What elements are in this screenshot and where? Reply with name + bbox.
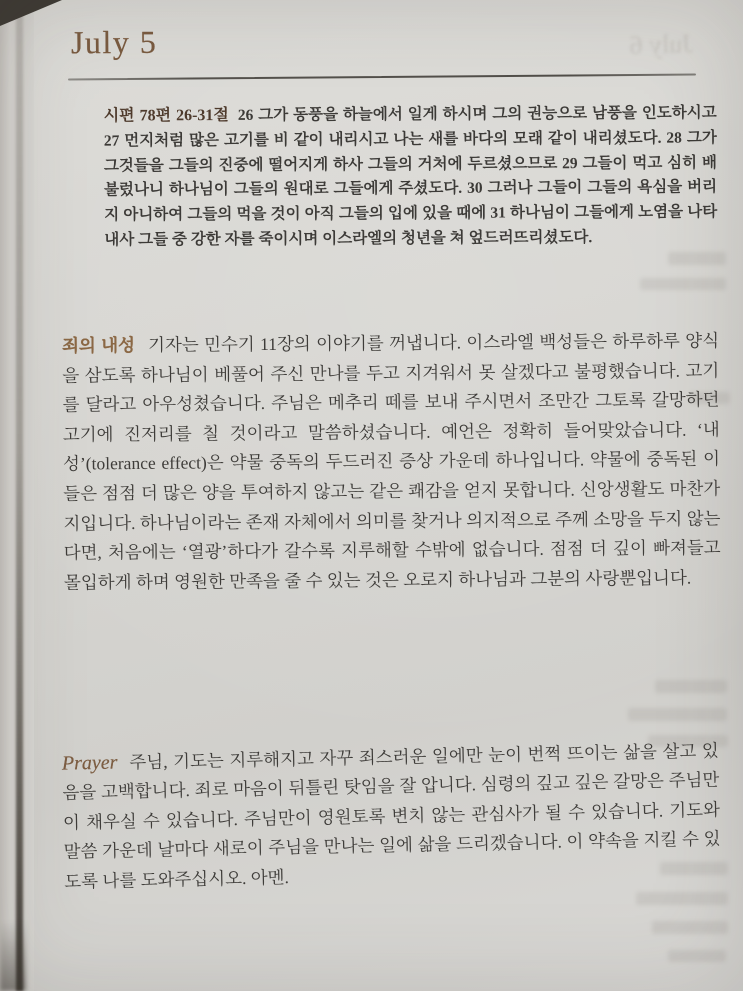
page-title-date: July 5	[70, 23, 158, 61]
prayer-text: 주님, 기도는 지루해지고 자꾸 죄스러운 일에만 눈이 번쩍 뜨이는 삶을 살고 있음을 고백합니다. 죄로 마음이 뒤틀린 탓임을 잘 압니다. 심령의 깊고 깊은 갈망은 주님만이 채우실 수 있습니다. 주님만이 영원토록 변치 않는 관심사가 될 수 있습니다. 기도와 말씀 가운데 날마다 새로이 주님을 만나는 일에 삶을 드리겠습니다. 이 약속을 지킬 수 있도록 나를 도와주십시오. 아멘.	[62, 740, 721, 892]
devotional-section-title: 죄의 내성	[61, 335, 136, 356]
ghost-text-smudge	[668, 950, 726, 962]
ghost-text-smudge	[636, 892, 728, 905]
ghost-text-smudge	[628, 708, 727, 721]
ghost-text-smudge	[640, 278, 726, 290]
ghost-text-smudge	[652, 921, 728, 934]
ghost-next-page-title: July 6	[629, 29, 693, 60]
devotional-paragraph	[62, 326, 721, 597]
page-edge-shadow	[16, 10, 23, 991]
prayer-paragraph	[62, 736, 722, 896]
ghost-text-smudge	[668, 252, 726, 265]
scripture-reference: 시편 78편 26-31절	[103, 106, 229, 125]
header-divider-rule	[68, 74, 696, 81]
prayer-label: Prayer	[61, 751, 118, 775]
devotional-text: 기자는 민수기 11장의 이야기를 꺼냅니다. 이스라엘 백성들은 하루하루 양식을 삼도록 하나님이 베풀어 주신 만나를 두고 지겨워서 못 살겠다고 불평했습니다. 고기를 달라고 아우성쳤습니다. 주님은 메추리 떼를 보내 주시면서 조만간 그토록 갈망하던 고기에 진저리를 칠 것이라고 말씀하셨습니다. 예언은 정확히 들어맞았습니다. ‘내성’(tolerance effect)은 약물 중독의 두드러진 증상 가운데 하나입니다. 약물에 중독된 이들은 점점 더 많은 양을 투여하지 않고는 같은 쾌감을 얻지 못합니다. 신앙생활도 마찬가지입니다. 하나님이라는 존재 자체에서 의미를 찾거나 의지적으로 주께 소망을 두지 않는다면, 처음에는 ‘열광’하다가 갈수록 지루해할 수밖에 없습니다. 점점 더 깊이 빠져들고 몰입하게 하며 영원한 만족을 줄 수 있는 것은 오로지 하나님과 그분의 사랑뿐입니다.	[62, 330, 721, 593]
photo-corner-bottom-left	[0, 921, 26, 991]
scripture-text: 26 그가 동풍을 하늘에서 일게 하시며 그의 권능으로 남풍을 인도하시고 27 먼지처럼 많은 고기를 비 같이 내리시고 나는 새를 바다의 모래 같이 내리셨도다. 28 그가 그것들을 그들의 진중에 떨어지게 하사 그들의 거처에 두르셨으므로 29 그들이 먹고 심히 배불렀나니 하나님이 그들의 원대로 그들에게 주셨도다. 30 그러나 그들이 그들의 욕심을 버리지 아니하여 그들의 먹을 것이 아직 그들의 입에 있을 때에 31 하나님이 그들에게 노염을 나타내사 그들 중 강한 자를 죽이시며 이스라엘의 청년을 쳐 엎드러뜨리셨도다.	[103, 104, 718, 249]
scripture-passage	[104, 101, 718, 253]
ghost-text-smudge	[655, 680, 727, 693]
